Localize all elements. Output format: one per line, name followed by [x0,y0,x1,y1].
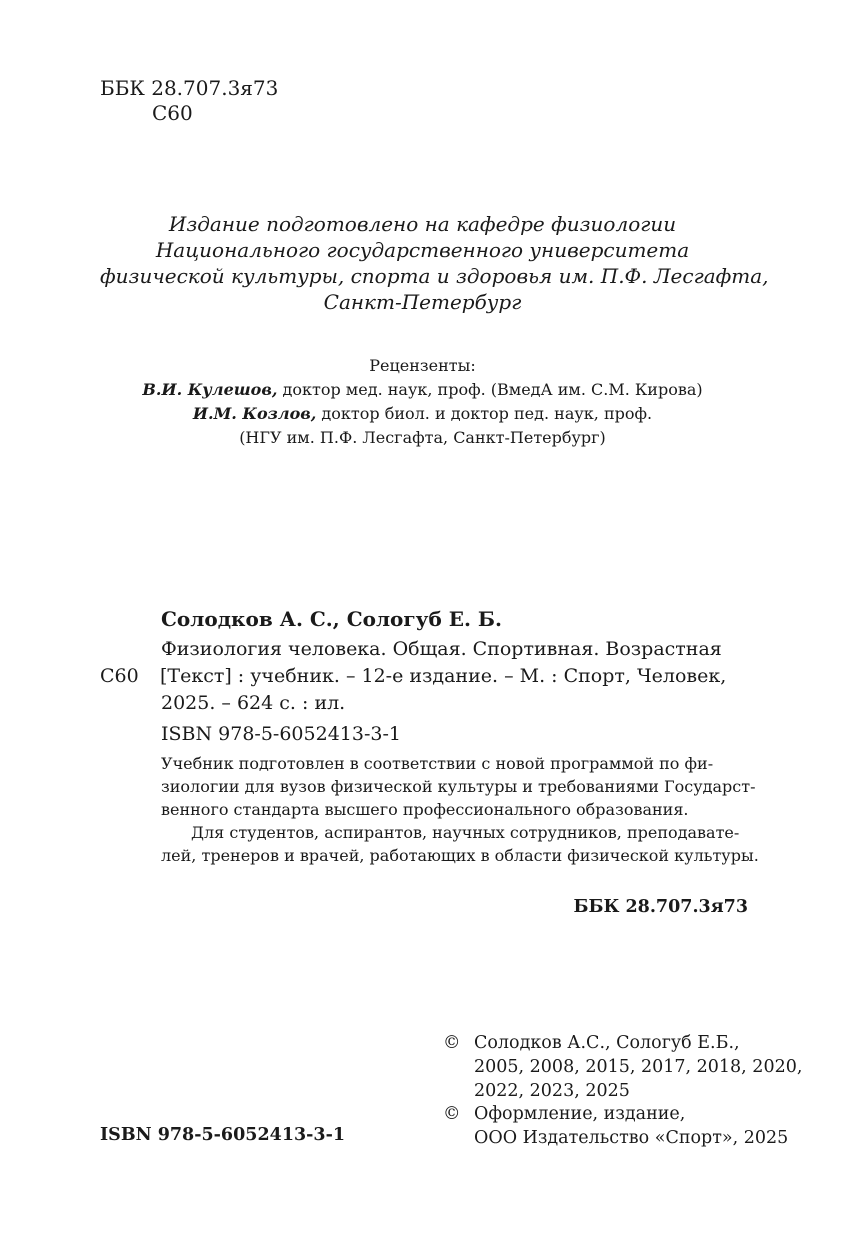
reviewers-block [100,354,745,450]
bib-title-line: Физиология человека. Общая. Спортивная. Возрастная [161,638,722,660]
reviewer-2-name: И.М. Козлов, [192,404,317,423]
reviewer-1-name: В.И. Кулешов, [142,380,278,399]
bib-description-line: 2025. – 624 с. : ил. [161,692,346,714]
bbk-index-bottom: ББК 28.707.3я73 [573,897,748,917]
preparation-note-line: Национального государственного университета [155,238,690,262]
reviewers-heading: Рецензенты: [369,356,476,375]
copyright-symbol: © [443,1033,461,1053]
isbn-bottom: ISBN 978-5-6052413-3-1 [100,1125,346,1145]
annotation-line: лей, тренеров и врачей, работающих в области физической культуры. [161,846,759,865]
bib-description-line: [Текст] : учебник. – 12-е издание. – М. : Спорт, Человек, [160,665,727,687]
bbk-index: ББК 28.707.3я73 [100,76,279,100]
reviewer-1 [100,378,745,402]
preparation-note-line: Санкт-Петербург [323,290,522,314]
annotation-line: венного стандарта высшего профессионального образования. [161,800,689,819]
copyright-symbol: © [443,1104,461,1124]
preparation-note [100,211,769,315]
bib-isbn: ISBN 978-5-6052413-3-1 [161,723,401,745]
preparation-note-line: физической культуры, спорта и здоровья им. П.Ф. Лесгафта, [100,264,769,288]
author-mark: С60 [152,101,193,125]
copyright-design-line: Оформление, издание, [474,1104,686,1124]
copyright-authors-line: 2005, 2008, 2015, 2017, 2018, 2020, [474,1057,803,1077]
reviewer-2-details: доктор биол. и доктор пед. наук, проф. [316,404,653,423]
preparation-note-line: Издание подготовлено на кафедре физиологии [168,212,677,236]
copyright-authors-line: Солодков А.С., Сологуб Е.Б., [474,1033,740,1053]
bib-authors: Солодков А. С., Сологуб Е. Б. [161,607,502,631]
annotation-line: Учебник подготовлен в соответствии с новой программой по фи- [161,754,714,773]
annotation-line: Для студентов, аспирантов, научных сотрудников, преподавате- [191,823,740,842]
reviewer-1-details: доктор мед. наук, проф. (ВмедА им. С.М. Кирова) [277,380,703,399]
reviewer-2 [100,402,745,426]
copyright-design-line: ООО Издательство «Спорт», 2025 [474,1128,789,1148]
reviewer-2-affiliation: (НГУ им. П.Ф. Лесгафта, Санкт-Петербург) [239,428,606,447]
copyright-authors-line: 2022, 2023, 2025 [474,1081,630,1101]
bib-mark: С60 [100,665,139,687]
annotation-line: зиологии для вузов физической культуры и требованиями Государст- [161,777,756,796]
